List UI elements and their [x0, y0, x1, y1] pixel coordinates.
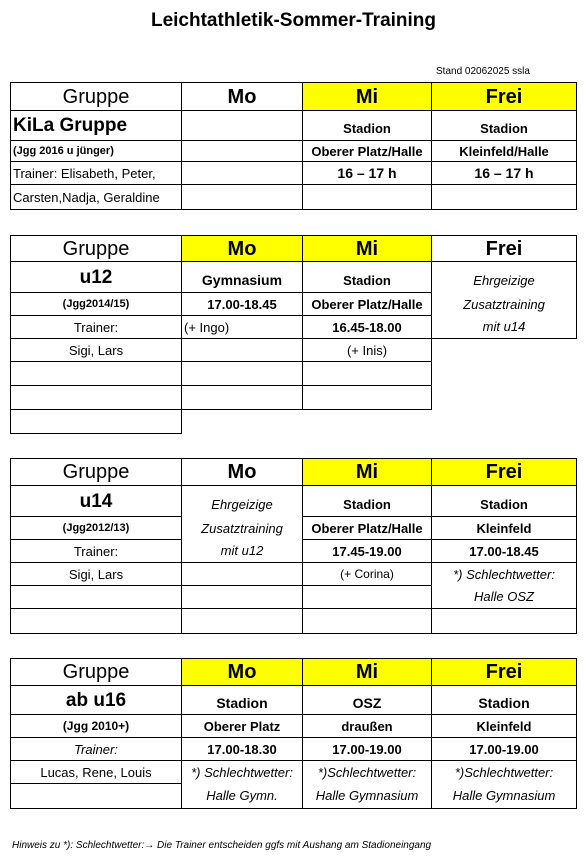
- header-gruppe: Gruppe: [10, 82, 182, 111]
- group-jahrgang: (Jgg2014/15): [10, 292, 182, 316]
- cell-mi: 16.45-18.00: [302, 315, 432, 339]
- cell-frei: Kleinfeld: [431, 714, 577, 738]
- cell-mi: (+ Corina): [302, 562, 432, 586]
- cell-frei: Kleinfeld: [431, 516, 577, 540]
- cell-empty: [302, 361, 432, 386]
- cell-mi: 16 – 17 h: [302, 161, 432, 185]
- header-mi: Mi: [302, 658, 432, 686]
- cell-mo: 17.00-18.45: [181, 292, 303, 316]
- header-mo: Mo: [181, 235, 303, 262]
- cell-mo: [181, 110, 303, 141]
- cell-mi: Stadion: [302, 485, 432, 517]
- cell-mi: 17.00-19.00: [302, 737, 432, 761]
- header-frei: Frei: [431, 82, 577, 111]
- cell-frei: *)Schlechtwetter:: [431, 760, 577, 784]
- cell-mo: Stadion: [181, 685, 303, 715]
- cell-empty: [302, 608, 432, 634]
- cell-mi: *)Schlechtwetter:: [302, 760, 432, 784]
- cell-mi: OSZ: [302, 685, 432, 715]
- header-frei: Frei: [431, 235, 577, 262]
- cell-empty: [302, 385, 432, 410]
- cell-mo: Ehrgeizige: [181, 485, 303, 517]
- cell-mo: *) Schlechtwetter:: [181, 760, 303, 784]
- cell-frei: Halle OSZ: [431, 585, 577, 609]
- cell-empty: [10, 608, 182, 634]
- cell-empty: [10, 385, 182, 410]
- header-mo: Mo: [181, 82, 303, 111]
- cell-mi: Stadion: [302, 110, 432, 141]
- group-name: KiLa Gruppe: [10, 110, 182, 141]
- cell-mi: (+ Inis): [302, 338, 432, 362]
- cell-frei: mit u14: [431, 315, 577, 339]
- trainer-names: Sigi, Lars: [10, 562, 182, 586]
- cell-frei: 17.00-18.45: [431, 539, 577, 563]
- header-mi: Mi: [302, 235, 432, 262]
- trainer-names: Sigi, Lars: [10, 338, 182, 362]
- cell-mi: [302, 184, 432, 210]
- cell-mo: Gymnasium: [181, 261, 303, 293]
- cell-mi: Halle Gymnasium: [302, 783, 432, 809]
- cell-mi: Oberer Platz/Halle: [302, 516, 432, 540]
- group-name: u12: [10, 261, 182, 293]
- trainer-names: Carsten,Nadja, Geraldine: [10, 184, 182, 210]
- cell-mi: Oberer Platz/Halle: [302, 140, 432, 162]
- cell-empty: [10, 409, 182, 434]
- cell-mo: [181, 184, 303, 210]
- header-mo: Mo: [181, 658, 303, 686]
- cell-frei: 16 – 17 h: [431, 161, 577, 185]
- trainer-label: Trainer:: [10, 737, 182, 761]
- header-mi: Mi: [302, 82, 432, 111]
- cell-frei: Zusatztraining: [431, 292, 577, 316]
- footer-note: Hinweis zu *): Schlechtwetter:→ Die Trainer entscheiden ggfs mit Aushang am Stadioneingang: [12, 840, 432, 851]
- group-jahrgang: (Jgg 2016 u jünger): [10, 140, 182, 162]
- cell-frei: 17.00-19.00: [431, 737, 577, 761]
- cell-frei: Ehrgeizige: [431, 261, 577, 293]
- cell-empty: [181, 361, 303, 386]
- cell-mo: [181, 140, 303, 162]
- header-mi: Mi: [302, 458, 432, 486]
- group-name: ab u16: [10, 685, 182, 715]
- cell-empty: [10, 783, 182, 809]
- cell-mo: [181, 562, 303, 586]
- cell-frei: Kleinfeld/Halle: [431, 140, 577, 162]
- cell-frei: Stadion: [431, 685, 577, 715]
- trainer-label: Trainer: Elisabeth, Peter,: [10, 161, 182, 185]
- cell-empty: [181, 385, 303, 410]
- cell-frei: Halle Gymnasium: [431, 783, 577, 809]
- group-name: u14: [10, 485, 182, 517]
- cell-empty: [10, 585, 182, 609]
- cell-mo: [181, 338, 303, 362]
- cell-mi: Stadion: [302, 261, 432, 293]
- group-jahrgang: (Jgg 2010+): [10, 714, 182, 738]
- cell-mo: Halle Gymn.: [181, 783, 303, 809]
- header-gruppe: Gruppe: [10, 658, 182, 686]
- trainer-label: Trainer:: [10, 315, 182, 339]
- cell-mo: 17.00-18.30: [181, 737, 303, 761]
- group-jahrgang: (Jgg2012/13): [10, 516, 182, 540]
- cell-mo: Oberer Platz: [181, 714, 303, 738]
- page-title: Leichtathletik-Sommer-Training: [150, 10, 437, 31]
- header-mo: Mo: [181, 458, 303, 486]
- header-frei: Frei: [431, 458, 577, 486]
- cell-mi: draußen: [302, 714, 432, 738]
- cell-empty: [302, 585, 432, 609]
- cell-frei: [431, 184, 577, 210]
- cell-empty: [181, 585, 303, 609]
- cell-mo: (+ Ingo): [181, 315, 303, 339]
- cell-empty: [181, 608, 303, 634]
- cell-mo: mit u12: [181, 539, 303, 563]
- cell-empty: [431, 608, 577, 634]
- cell-frei: Stadion: [431, 110, 577, 141]
- cell-mo: [181, 161, 303, 185]
- header-frei: Frei: [431, 658, 577, 686]
- trainer-label: Trainer:: [10, 539, 182, 563]
- cell-frei: Stadion: [431, 485, 577, 517]
- cell-frei: *) Schlechtwetter:: [431, 562, 577, 586]
- cell-empty: [10, 361, 182, 386]
- header-gruppe: Gruppe: [10, 235, 182, 262]
- trainer-names: Lucas, Rene, Louis: [10, 760, 182, 784]
- header-gruppe: Gruppe: [10, 458, 182, 486]
- cell-mi: 17.45-19.00: [302, 539, 432, 563]
- cell-mi: Oberer Platz/Halle: [302, 292, 432, 316]
- stand-note: Stand 02062025 ssla: [436, 66, 530, 77]
- cell-mo: Zusatztraining: [181, 516, 303, 540]
